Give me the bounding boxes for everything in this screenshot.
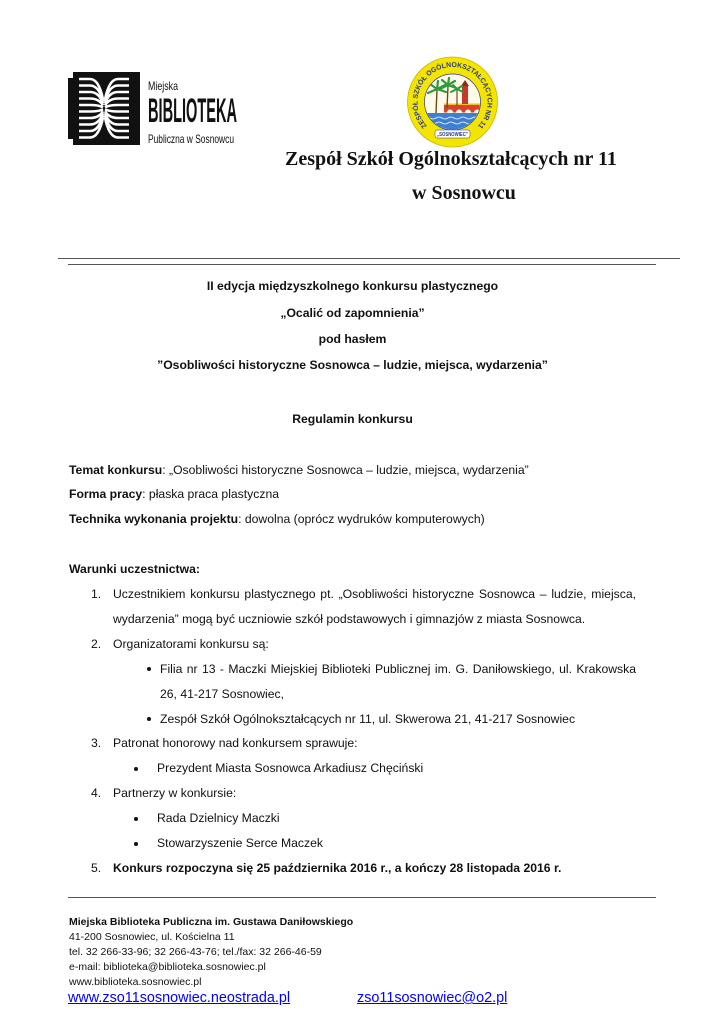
partners-list (69, 806, 636, 856)
motto-label: pod hasłem (318, 331, 387, 346)
bullet-icon (134, 842, 138, 846)
contest-edition: II edycja międzyszkolnego konkursu plastycznego (206, 278, 499, 293)
condition-number: 1. (91, 587, 102, 602)
list-item-text: Filia nr 13 - Maczki Miejskiej Biblioteki Publicznej im. G. Daniłowskiego, ul. Krakowska 26, 41-217 Sosnowiec, (160, 661, 636, 701)
detail-work-form (69, 482, 636, 507)
condition-item-5 (69, 856, 636, 881)
organizers-list (69, 657, 636, 732)
detail-value: : „Osobliwości historyczne Sosnowca – ludzie, miejsca, wydarzenia” (162, 462, 529, 477)
school-seal (404, 56, 502, 152)
school-city-title: w Sosnowcu (412, 182, 516, 204)
list-item (69, 831, 636, 856)
library-logo (66, 70, 242, 148)
bullet-icon (147, 667, 151, 671)
list-item-text: Stowarzyszenie Serce Maczek (157, 836, 323, 851)
list-item (69, 806, 636, 831)
patronage-list (69, 756, 636, 781)
footer-divider (68, 897, 656, 898)
school-website-link[interactable]: www.zso11sosnowiec.neostrada.pl (68, 990, 291, 1006)
condition-item-3 (69, 731, 636, 781)
bullet-icon (134, 817, 138, 821)
library-logo-line2: BIBLIOTEKA (148, 92, 237, 130)
header-divider-outer (58, 258, 680, 259)
school-name-title: Zespół Szkół Ogólnokształcących nr 11 (285, 148, 617, 170)
condition-text: Uczestnikiem konkursu plastycznego pt. „Osobliwości historyczne Sosnowca – ludzie, miejsca, wydarzenia” mogą być uczniowie szkół podstawowych i gimnazjów z miasta Sosnowca. (113, 587, 636, 626)
list-item (69, 707, 636, 732)
condition-number: 3. (91, 736, 102, 751)
footer-institution: Miejska Biblioteka Publiczna im. Gustawa Daniłowskiego (69, 915, 354, 928)
condition-item-2 (69, 632, 636, 732)
condition-number: 4. (91, 786, 102, 801)
bullet-icon (147, 717, 151, 721)
footer-address: 41-200 Sosnowiec, ul. Kościelna 11 (69, 930, 235, 943)
condition-text: Konkurs rozpoczyna się 25 października 2016 r., a kończy 28 listopada 2016 r. (113, 860, 562, 875)
condition-text: Patronat honorowy nad konkursem sprawuje: (113, 736, 358, 751)
regulations-body (69, 458, 636, 881)
list-item (69, 657, 636, 707)
detail-label: Forma pracy (69, 487, 143, 502)
condition-text: Organizatorami konkursu są: (113, 636, 269, 651)
library-logo-line1: Miejska (148, 79, 179, 93)
bullet-icon (134, 767, 138, 771)
detail-value: : płaska praca plastyczna (142, 487, 279, 502)
seal-bottom-text: „SOSNOWIEC” (437, 132, 469, 138)
condition-number: 5. (91, 860, 102, 875)
contest-motto: ”Osobliwości historyczne Sosnowca – ludzie, miejsca, wydarzenia” (157, 357, 548, 372)
library-logo-line3: Publiczna w Sosnowcu (148, 132, 234, 146)
detail-technique (69, 507, 636, 532)
footer-website: www.biblioteka.sosnowiec.pl (69, 975, 202, 988)
footer-email: e-mail: biblioteka@biblioteka.sosnowiec.pl (69, 960, 266, 973)
list-item-text: Rada Dzielnicy Maczki (157, 811, 280, 826)
condition-item-4 (69, 781, 636, 856)
school-email-link[interactable]: zso11sosnowiec@o2.pl (357, 990, 508, 1006)
regulations-heading: Regulamin konkursu (292, 411, 413, 426)
conditions-list (69, 582, 636, 881)
list-item (69, 756, 636, 781)
list-item-text: Prezydent Miasta Sosnowca Arkadiusz Chęciński (157, 761, 424, 776)
condition-text: Partnerzy w konkursie: (113, 786, 237, 801)
contest-name: „Ocalić od zapomnienia” (280, 305, 425, 320)
detail-topic (69, 458, 636, 483)
detail-label: Technika wykonania projektu (69, 512, 239, 527)
condition-item-1 (69, 582, 636, 632)
seal-ring-text: ZESPÓŁ SZKÓŁ OGÓLNOKSZTAŁCĄCYCH NR 11 (412, 61, 493, 130)
header-divider-inner (68, 264, 656, 265)
detail-value: : dowolna (oprócz wydruków komputerowych) (238, 512, 485, 527)
detail-label: Temat konkursu (69, 462, 163, 477)
condition-number: 2. (91, 636, 102, 651)
list-item-text: Zespół Szkół Ogólnokształcących nr 11, ul. Skwerowa 21, 41-217 Sosnowiec (160, 711, 576, 726)
footer-contact (69, 915, 353, 990)
library-book-icon (68, 72, 140, 145)
footer-phones: tel. 32 266-33-96; 32 266-43-76; tel./fax: 32 266-46-59 (69, 945, 322, 958)
conditions-heading: Warunki uczestnictwa: (69, 562, 200, 577)
